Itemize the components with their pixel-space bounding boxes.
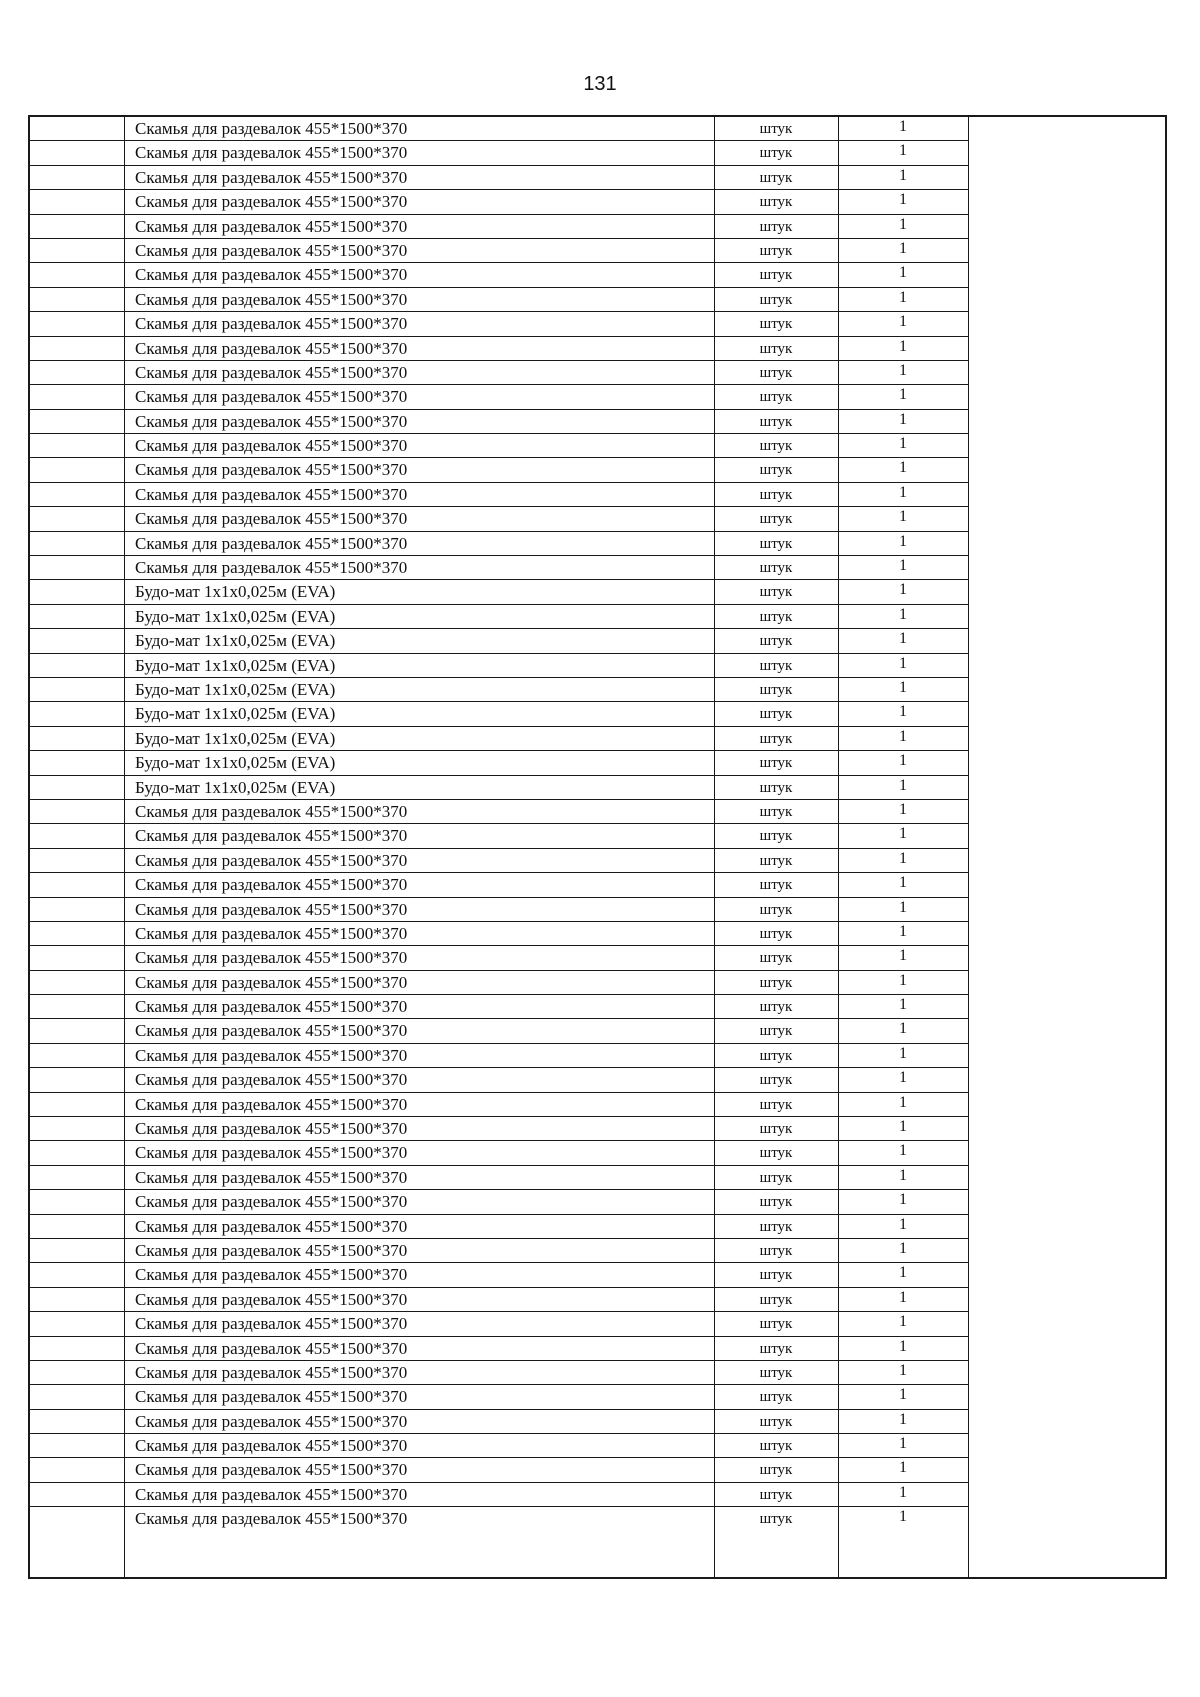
unit-cell: штук [759,1486,793,1503]
quantity-cell: 1 [899,508,907,526]
table-row [30,1068,968,1092]
item-name-cell: Скамья для раздевалок 455*1500*370 [135,899,408,919]
table-row [30,1263,968,1287]
item-name-cell: Скамья для раздевалок 455*1500*370 [135,1265,408,1285]
table-row [30,873,968,897]
table-row [30,288,968,312]
quantity-cell: 1 [899,996,907,1014]
unit-cell: штук [759,1267,793,1284]
unit-cell: штук [759,535,793,552]
table-row [30,1288,968,1312]
unit-cell: штук [759,901,793,918]
table-row [30,776,968,800]
item-name-cell: Скамья для раздевалок 455*1500*370 [135,1094,408,1114]
unit-cell: штук [759,560,793,577]
item-name-cell: Скамья для раздевалок 455*1500*370 [135,1143,408,1163]
item-name-cell: Скамья для раздевалок 455*1500*370 [135,1484,408,1504]
table-row [30,1434,968,1458]
item-name-cell: Будо-мат 1х1х0,025м (EVA) [135,704,336,724]
quantity-cell: 1 [899,1069,907,1087]
quantity-cell: 1 [899,727,907,745]
table-row [30,434,968,458]
quantity-cell: 1 [899,239,907,257]
quantity-cell: 1 [899,435,907,453]
unit-cell: штук [759,1145,793,1162]
unit-cell: штук [759,486,793,503]
unit-cell: штук [759,657,793,674]
item-name-cell: Скамья для раздевалок 455*1500*370 [135,314,408,334]
item-name-cell: Скамья для раздевалок 455*1500*370 [135,972,408,992]
table-row [30,1483,968,1507]
quantity-cell: 1 [899,1093,907,1111]
table-row [30,1239,968,1263]
unit-cell: штук [759,877,793,894]
unit-cell: штук [759,1194,793,1211]
table-row [30,1166,968,1190]
unit-cell: штук [759,803,793,820]
table-row [30,215,968,239]
table-body [30,117,968,1532]
unit-cell: штук [759,1121,793,1138]
table-row [30,1044,968,1068]
quantity-cell: 1 [899,898,907,916]
table-row [30,361,968,385]
table-row [30,385,968,409]
item-name-cell: Скамья для раздевалок 455*1500*370 [135,1362,408,1382]
quantity-cell: 1 [899,1020,907,1038]
column-divider [838,117,839,1577]
table-row [30,312,968,336]
unit-cell: штук [759,1511,793,1528]
unit-cell: штук [759,169,793,186]
quantity-cell: 1 [899,630,907,648]
item-name-cell: Скамья для раздевалок 455*1500*370 [135,1045,408,1065]
table-row [30,580,968,604]
items-table [28,115,1167,1579]
quantity-cell: 1 [899,1386,907,1404]
quantity-cell: 1 [899,264,907,282]
table-row [30,1141,968,1165]
unit-cell: штук [759,1096,793,1113]
unit-cell: штук [759,974,793,991]
item-name-cell: Скамья для раздевалок 455*1500*370 [135,1338,408,1358]
column-divider [714,117,715,1577]
quantity-cell: 1 [899,1166,907,1184]
item-name-cell: Скамья для раздевалок 455*1500*370 [135,1436,408,1456]
item-name-cell: Скамья для раздевалок 455*1500*370 [135,1021,408,1041]
table-row [30,1019,968,1043]
quantity-cell: 1 [899,776,907,794]
table-row [30,1410,968,1434]
quantity-cell: 1 [899,849,907,867]
table-row [30,922,968,946]
unit-cell: штук [759,706,793,723]
table-row [30,702,968,726]
table-row [30,1385,968,1409]
table-row [30,1507,968,1531]
item-name-cell: Скамья для раздевалок 455*1500*370 [135,460,408,480]
table-row [30,532,968,556]
table-row [30,898,968,922]
unit-cell: штук [759,1364,793,1381]
table-row [30,410,968,434]
unit-cell: штук [759,267,793,284]
table-row [30,849,968,873]
unit-cell: штук [759,1316,793,1333]
item-name-cell: Скамья для раздевалок 455*1500*370 [135,801,408,821]
unit-cell: штук [759,925,793,942]
quantity-cell: 1 [899,483,907,501]
unit-cell: штук [759,584,793,601]
quantity-cell: 1 [899,1435,907,1453]
item-name-cell: Скамья для раздевалок 455*1500*370 [135,1314,408,1334]
item-name-cell: Будо-мат 1х1х0,025м (EVA) [135,679,336,699]
item-name-cell: Скамья для раздевалок 455*1500*370 [135,1216,408,1236]
table-row [30,727,968,751]
table-row [30,946,968,970]
unit-cell: штук [759,730,793,747]
table-row [30,190,968,214]
table-row [30,605,968,629]
item-name-cell: Скамья для раздевалок 455*1500*370 [135,923,408,943]
quantity-cell: 1 [899,800,907,818]
item-name-cell: Скамья для раздевалок 455*1500*370 [135,1167,408,1187]
item-name-cell: Будо-мат 1х1х0,025м (EVA) [135,655,336,675]
item-name-cell: Скамья для раздевалок 455*1500*370 [135,1240,408,1260]
item-name-cell: Скамья для раздевалок 455*1500*370 [135,387,408,407]
table-row [30,337,968,361]
quantity-cell: 1 [899,1191,907,1209]
unit-cell: штук [759,828,793,845]
column-divider [968,117,969,1577]
item-name-cell: Скамья для раздевалок 455*1500*370 [135,436,408,456]
unit-cell: штук [759,364,793,381]
unit-cell: штук [759,438,793,455]
table-row [30,507,968,531]
quantity-cell: 1 [899,825,907,843]
item-name-cell: Будо-мат 1х1х0,025м (EVA) [135,582,336,602]
unit-cell: штук [759,242,793,259]
unit-cell: штук [759,1291,793,1308]
quantity-cell: 1 [899,361,907,379]
quantity-cell: 1 [899,678,907,696]
quantity-cell: 1 [899,1215,907,1233]
quantity-cell: 1 [899,654,907,672]
item-name-cell: Скамья для раздевалок 455*1500*370 [135,826,408,846]
page-number: 131 [583,73,617,95]
unit-cell: штук [759,389,793,406]
quantity-cell: 1 [899,1118,907,1136]
unit-cell: штук [759,779,793,796]
table-row [30,1312,968,1336]
quantity-cell: 1 [899,215,907,233]
item-name-cell: Скамья для раздевалок 455*1500*370 [135,850,408,870]
unit-cell: штук [759,121,793,137]
quantity-cell: 1 [899,703,907,721]
item-name-cell: Будо-мат 1х1х0,025м (EVA) [135,606,336,626]
unit-cell: штук [759,999,793,1016]
item-name-cell: Скамья для раздевалок 455*1500*370 [135,289,408,309]
quantity-cell: 1 [899,410,907,428]
unit-cell: штук [759,755,793,772]
table-row [30,483,968,507]
table-row [30,117,968,141]
quantity-cell: 1 [899,752,907,770]
unit-cell: штук [759,1462,793,1479]
item-name-cell: Скамья для раздевалок 455*1500*370 [135,509,408,529]
quantity-cell: 1 [899,947,907,965]
item-name-cell: Скамья для раздевалок 455*1500*370 [135,875,408,895]
quantity-cell: 1 [899,142,907,160]
unit-cell: штук [759,633,793,650]
table-row [30,1458,968,1482]
quantity-cell: 1 [899,1288,907,1306]
item-name-cell: Скамья для раздевалок 455*1500*370 [135,1192,408,1212]
unit-cell: штук [759,1438,793,1455]
table-row [30,1215,968,1239]
unit-cell: штук [759,1340,793,1357]
unit-cell: штук [759,316,793,333]
item-name-cell: Скамья для раздевалок 455*1500*370 [135,1070,408,1090]
table-row [30,556,968,580]
table-row [30,1117,968,1141]
unit-cell: штук [759,1169,793,1186]
unit-cell: штук [759,218,793,235]
table-row [30,800,968,824]
item-name-cell: Будо-мат 1х1х0,025м (EVA) [135,753,336,773]
quantity-cell: 1 [899,532,907,550]
unit-cell: штук [759,1023,793,1040]
quantity-cell: 1 [899,1508,907,1526]
quantity-cell: 1 [899,1337,907,1355]
unit-cell: штук [759,608,793,625]
unit-cell: штук [759,511,793,528]
table-row [30,824,968,848]
item-name-cell: Скамья для раздевалок 455*1500*370 [135,119,408,138]
unit-cell: штук [759,413,793,430]
table-row [30,995,968,1019]
quantity-cell: 1 [899,118,907,135]
item-name-cell: Скамья для раздевалок 455*1500*370 [135,240,408,260]
item-name-cell: Будо-мат 1х1х0,025м (EVA) [135,631,336,651]
item-name-cell: Скамья для раздевалок 455*1500*370 [135,338,408,358]
unit-cell: штук [759,1072,793,1089]
quantity-cell: 1 [899,874,907,892]
quantity-cell: 1 [899,1264,907,1282]
unit-cell: штук [759,1389,793,1406]
item-name-cell: Скамья для раздевалок 455*1500*370 [135,192,408,212]
column-divider [124,117,125,1577]
quantity-cell: 1 [899,386,907,404]
item-name-cell: Скамья для раздевалок 455*1500*370 [135,1411,408,1431]
unit-cell: штук [759,1413,793,1430]
quantity-cell: 1 [899,1410,907,1428]
unit-cell: штук [759,1242,793,1259]
table-row [30,1190,968,1214]
item-name-cell: Будо-мат 1х1х0,025м (EVA) [135,777,336,797]
table-row [30,678,968,702]
quantity-cell: 1 [899,1313,907,1331]
quantity-cell: 1 [899,581,907,599]
table-row [30,629,968,653]
table-row [30,263,968,287]
quantity-cell: 1 [899,337,907,355]
quantity-cell: 1 [899,1142,907,1160]
quantity-cell: 1 [899,1239,907,1257]
quantity-cell: 1 [899,288,907,306]
item-name-cell: Скамья для раздевалок 455*1500*370 [135,948,408,968]
item-name-cell: Скамья для раздевалок 455*1500*370 [135,143,408,163]
unit-cell: штук [759,681,793,698]
quantity-cell: 1 [899,1361,907,1379]
table-row [30,1361,968,1385]
quantity-cell: 1 [899,191,907,209]
quantity-cell: 1 [899,922,907,940]
table-row [30,751,968,775]
unit-cell: штук [759,950,793,967]
table-row [30,654,968,678]
quantity-cell: 1 [899,1459,907,1477]
table-row [30,141,968,165]
quantity-cell: 1 [899,557,907,575]
table-row [30,239,968,263]
item-name-cell: Скамья для раздевалок 455*1500*370 [135,558,408,578]
quantity-cell: 1 [899,1044,907,1062]
quantity-cell: 1 [899,1483,907,1501]
unit-cell: штук [759,462,793,479]
table-row [30,1093,968,1117]
quantity-cell: 1 [899,166,907,184]
quantity-cell: 1 [899,459,907,477]
unit-cell: штук [759,340,793,357]
item-name-cell: Скамья для раздевалок 455*1500*370 [135,1119,408,1139]
item-name-cell: Скамья для раздевалок 455*1500*370 [135,484,408,504]
quantity-cell: 1 [899,971,907,989]
item-name-cell: Скамья для раздевалок 455*1500*370 [135,362,408,382]
table-row [30,1337,968,1361]
item-name-cell: Скамья для раздевалок 455*1500*370 [135,1289,408,1309]
unit-cell: штук [759,194,793,211]
unit-cell: штук [759,852,793,869]
item-name-cell: Скамья для раздевалок 455*1500*370 [135,216,408,236]
table-row [30,458,968,482]
unit-cell: штук [759,291,793,308]
item-name-cell: Скамья для раздевалок 455*1500*370 [135,411,408,431]
item-name-cell: Скамья для раздевалок 455*1500*370 [135,1387,408,1407]
table-row [30,166,968,190]
quantity-cell: 1 [899,313,907,331]
unit-cell: штук [759,1047,793,1064]
item-name-cell: Скамья для раздевалок 455*1500*370 [135,533,408,553]
item-name-cell: Скамья для раздевалок 455*1500*370 [135,1460,408,1480]
quantity-cell: 1 [899,605,907,623]
item-name-cell: Будо-мат 1х1х0,025м (EVA) [135,728,336,748]
item-name-cell: Скамья для раздевалок 455*1500*370 [135,1509,408,1529]
unit-cell: штук [759,1218,793,1235]
item-name-cell: Скамья для раздевалок 455*1500*370 [135,997,408,1017]
unit-cell: штук [759,145,793,162]
item-name-cell: Скамья для раздевалок 455*1500*370 [135,167,408,187]
item-name-cell: Скамья для раздевалок 455*1500*370 [135,265,408,285]
table-row [30,971,968,995]
